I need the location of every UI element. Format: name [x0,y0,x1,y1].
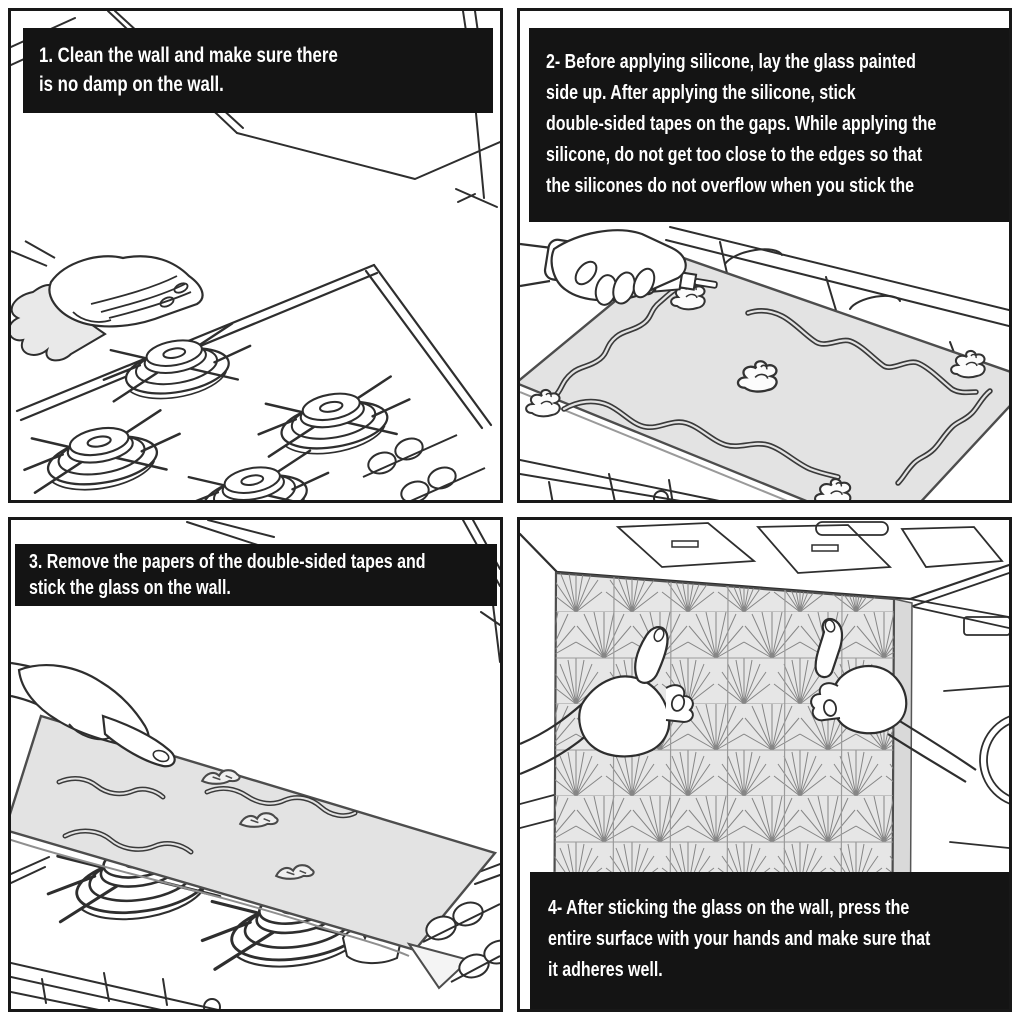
instruction-text-line: is no damp on the wall. [39,73,224,96]
panel-step-1 [8,8,503,503]
instruction-text-line: entire surface with your hands and make sure that [548,928,931,950]
instruction-text-line: stick the glass on the wall. [29,577,231,599]
instruction-text-line: it adheres well. [548,959,663,981]
instruction-text-line: 2- Before applying silicone, lay the glass painted [546,51,916,73]
instruction-box-step-2 [529,28,1009,222]
instruction-text-line: side up. After applying the silicone, stick [546,82,856,104]
hob-front-edges [11,963,249,1009]
panel-step-3 [8,517,503,1012]
instruction-text-line: the silicones do not overflow when you stick the [546,175,915,197]
instruction-text-line: 1. Clean the wall and make sure there [39,44,338,67]
instruction-box-step-3 [15,544,497,606]
panel-step-2 [517,8,1012,503]
instruction-text-line: double-sided tapes on the gaps. While applying the [546,113,937,135]
instruction-text-line: silicone, do not get too close to the edges so that [546,144,923,166]
instruction-text-line: 4- After sticking the glass on the wall, press the [548,897,910,919]
instruction-box-step-1 [23,28,493,113]
panel-step-4 [517,517,1012,1012]
instruction-text-line: 3. Remove the papers of the double-sided tapes and [29,551,426,573]
instruction-box-step-4 [530,872,1009,1009]
hob-knobs [363,435,485,500]
